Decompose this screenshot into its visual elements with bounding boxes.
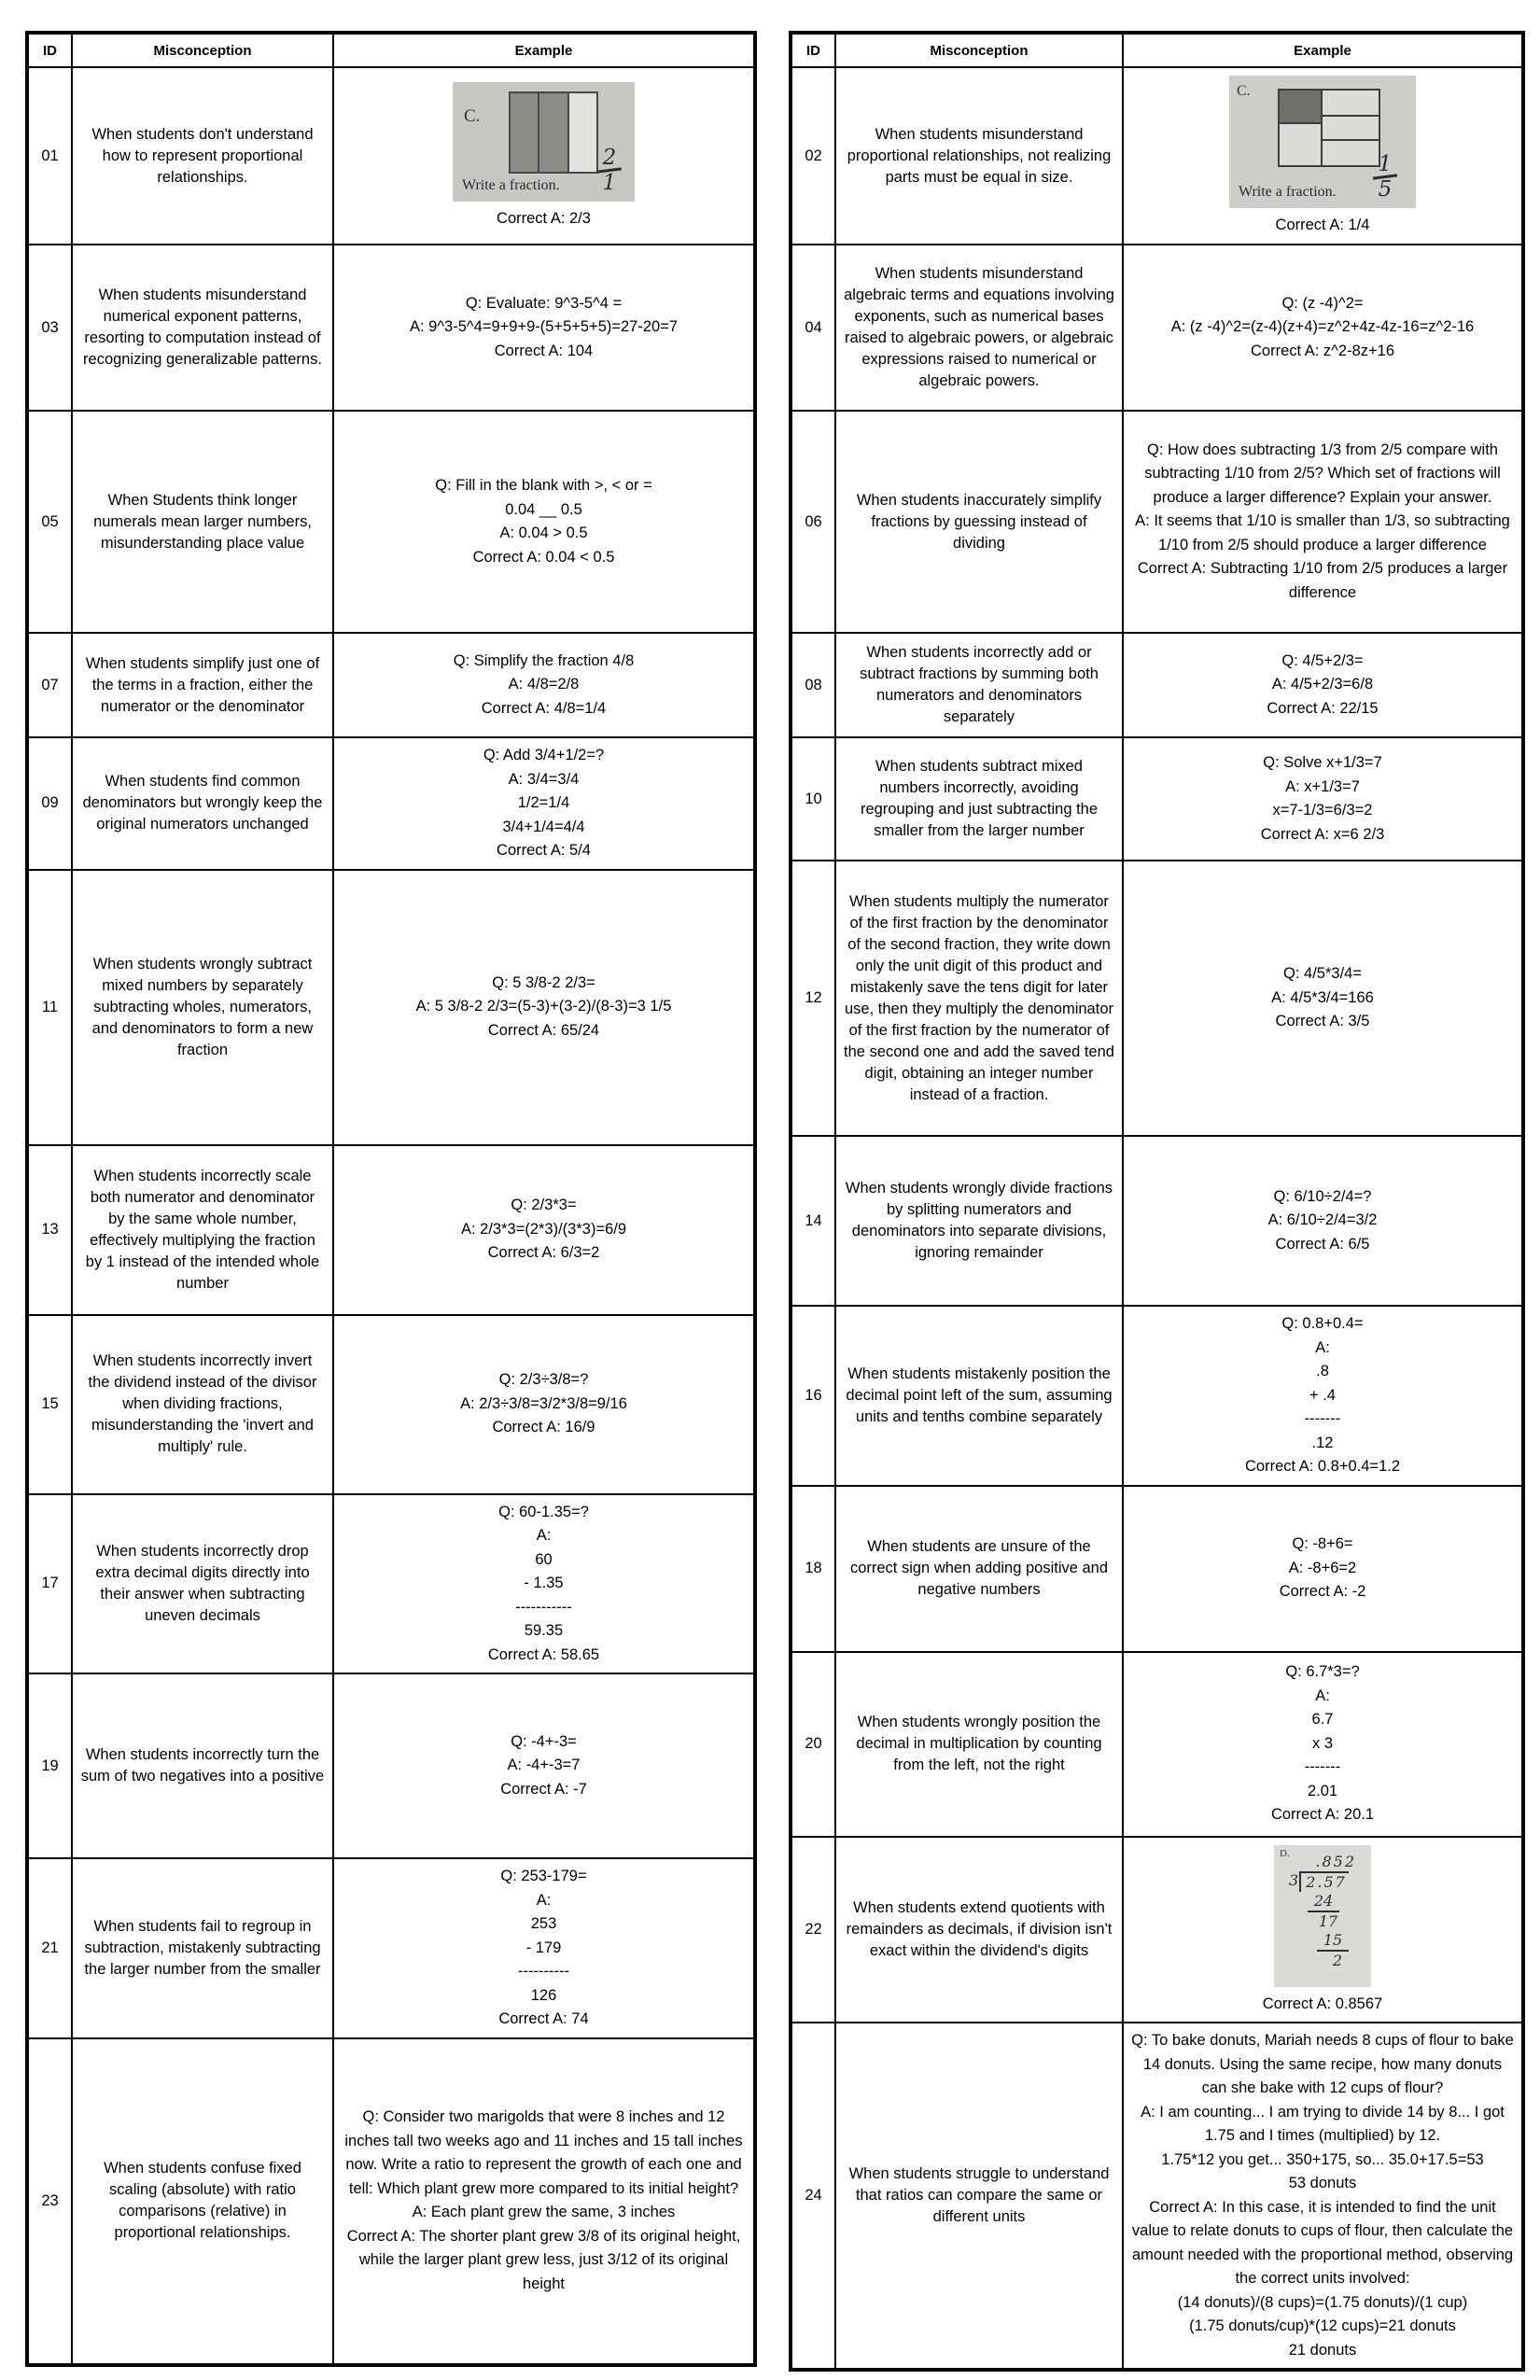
misconception-text: When students misunderstand proportional relationships, not realizing parts must be equal in size.	[847, 125, 1112, 186]
example-line: Correct A: Subtracting 1/10 from 2/5 produces a larger difference	[1137, 560, 1508, 601]
row-id: 13	[27, 1145, 72, 1315]
misconception-text: When students incorrectly turn the sum of two negatives into a positive	[80, 1746, 325, 1785]
example-cell	[1123, 861, 1523, 1136]
example-line: A:	[1315, 1338, 1330, 1356]
misconception-cell	[72, 633, 333, 737]
example-cell	[333, 737, 755, 870]
example-line: A: -4+-3=7	[507, 1757, 581, 1774]
example-line: A:	[536, 1527, 552, 1544]
row-id: 23	[27, 2038, 72, 2365]
example-line: Q: 2/3*3=	[511, 1197, 577, 1214]
example-line: (14 donuts)/(8 cups)=(1.75 donuts)/(1 cup)	[1177, 2293, 1468, 2311]
misconception-cell	[835, 633, 1123, 737]
division-work-line: 24	[1308, 1892, 1339, 1912]
example-line: 60	[535, 1550, 553, 1568]
header-row	[27, 33, 755, 67]
example-cell	[333, 1145, 755, 1315]
example-cell	[1123, 1837, 1523, 2023]
example-cell	[1123, 67, 1523, 245]
table-row	[791, 1306, 1523, 1486]
long-division-figure	[1283, 1853, 1365, 1970]
misconception-cell	[72, 2038, 333, 2365]
table-row	[27, 1494, 755, 1674]
misconception-cell	[835, 67, 1123, 245]
example-line: A:	[536, 1891, 552, 1909]
example-cell	[333, 245, 755, 411]
write-a-fraction-caption: Write a fraction.	[1239, 184, 1337, 201]
grid-line	[1321, 91, 1323, 165]
example-line: 1/2=1/4	[517, 794, 570, 811]
division-divisor: 3	[1289, 1870, 1299, 1889]
row-id: 04	[791, 245, 835, 411]
fraction-bar-photo	[453, 82, 635, 202]
example-line: (1.75 donuts/cup)*(12 cups)=21 donuts	[1189, 2317, 1456, 2334]
grid-line	[1323, 115, 1379, 117]
misconception-cell	[835, 2023, 1123, 2370]
misconception-text: When students mistakenly position the decimal point left of the sum, assuming units and tenths combine separately	[846, 1365, 1113, 1425]
fraction-denominator: 5	[1378, 177, 1393, 203]
misconception-table-left	[25, 31, 757, 2367]
example-line: x 3	[1311, 1734, 1333, 1752]
example-line: Q: 2/3÷3/8=?	[498, 1371, 589, 1389]
misconception-text: When students don't understand how to represent proportional relationships.	[91, 125, 314, 186]
example-cell	[1123, 2023, 1523, 2370]
example-line: Q: 6.7*3=?	[1285, 1663, 1360, 1681]
long-division-photo	[1274, 1845, 1371, 1987]
row-id: 24	[791, 2023, 835, 2370]
example-line: 6.7	[1311, 1711, 1334, 1729]
misconception-cell	[72, 67, 333, 245]
grid-line	[1323, 139, 1379, 141]
example-cell	[333, 1494, 755, 1674]
example-line: Correct A: -7	[500, 1780, 587, 1798]
example-line: 2.01	[1307, 1782, 1338, 1799]
row-id: 12	[791, 861, 835, 1136]
example-line: Correct A: 16/9	[492, 1419, 595, 1436]
table-row	[27, 1673, 755, 1858]
example-line: .8	[1316, 1363, 1329, 1379]
header-id: ID	[27, 33, 72, 67]
misconception-cell	[72, 1858, 333, 2038]
example-cell	[333, 870, 755, 1145]
example-line: -----------	[515, 1598, 572, 1616]
table-row	[791, 1136, 1523, 1306]
row-id: 07	[27, 633, 72, 737]
example-line: Correct A: 1/4	[1275, 217, 1370, 234]
example-cell	[1123, 1136, 1523, 1306]
misconception-cell	[72, 870, 333, 1145]
example-line: Q: How does subtracting 1/3 from 2/5 compare with subtracting 1/10 from 2/5? Which set of fractions will produce a larger difference? Explain your answer.	[1144, 441, 1501, 506]
table-row	[791, 245, 1523, 411]
misconception-table-right	[789, 31, 1525, 2372]
example-line: Q: Fill in the blank with >, < or =	[435, 477, 652, 494]
table-row	[791, 1652, 1523, 1837]
misconception-text: When students misunderstand algebraic terms and equations involving exponents, such as numerical bases raised to algebraic powers, or algebraic expressions raised to numerical or algebraic powers.	[844, 265, 1114, 389]
row-id: 14	[791, 1136, 835, 1306]
misconception-text: When students incorrectly add or subtract fractions by summing both numerators and denominators separately	[860, 644, 1099, 725]
example-cell	[1123, 411, 1523, 633]
row-id: 05	[27, 411, 72, 633]
example-line: 126	[530, 1986, 557, 2004]
misconception-text: When students multiply the numerator of the first fraction by the denominator of the second fraction, they write down only the unit digit of this product and mistakenly save the tens digit for later use, then they multiply the denominator of the first fraction by the numerator of the second one and add the saved tend digit, obtaining an integer number instead of a fraction.	[844, 892, 1114, 1103]
misconception-text: When students subtract mixed numbers incorrectly, avoiding regrouping and just subtracting the smaller from the larger number	[860, 758, 1099, 839]
example-line: 53 donuts	[1288, 2175, 1357, 2191]
example-cell	[333, 411, 755, 633]
example-line: Correct A: 6/3=2	[487, 1244, 600, 1262]
example-line: Q: Solve x+1/3=7	[1263, 754, 1382, 771]
division-work-line: 2	[1332, 1951, 1343, 1969]
division-work-line: 17	[1318, 1911, 1338, 1930]
example-line: -------	[1304, 1758, 1341, 1776]
example-line: Q: Simplify the fraction 4/8	[453, 651, 635, 669]
misconception-cell	[835, 737, 1123, 861]
example-line: Correct A: 4/8=1/4	[481, 699, 607, 717]
table-row	[791, 411, 1523, 633]
table-row	[27, 67, 755, 245]
misconception-cell	[72, 1494, 333, 1674]
row-id: 17	[27, 1494, 72, 1674]
example-line: Correct A: 58.65	[487, 1645, 600, 1663]
example-line: A: 0.04 > 0.5	[499, 525, 588, 541]
misconception-cell	[835, 1652, 1123, 1837]
header-misconception: Misconception	[72, 33, 333, 67]
example-cell	[333, 1315, 755, 1494]
unequal-parts-photo	[1229, 76, 1416, 208]
fraction-numerator: 2	[602, 146, 617, 171]
grid-line	[1280, 122, 1321, 124]
example-line: Correct A: 20.1	[1270, 1806, 1375, 1824]
example-line: A: (z -4)^2=(z-4)(z+4)=z^2+4z-4z-16=z^2-16	[1170, 318, 1475, 336]
division-row	[1283, 1871, 1365, 1892]
unequal-parts-figure	[1278, 89, 1380, 167]
example-line: Q: (z -4)^2=	[1281, 294, 1364, 312]
fraction-numerator: 1	[1378, 152, 1393, 177]
misconception-text: When students wrongly divide fractions by splitting numerators and denominators into separate divisions, ignoring remainder	[845, 1180, 1113, 1261]
example-line: Correct A: 5/4	[497, 842, 591, 859]
table-row	[791, 737, 1523, 861]
misconception-text: When students incorrectly scale both numerator and denominator by the same whole number, effectively multiplying the fraction by 1 instead of the intended whole number	[85, 1167, 320, 1292]
misconception-cell	[835, 245, 1123, 411]
misconception-cell	[835, 861, 1123, 1136]
misconception-text: When students find common denominators but wrongly keep the original numerators unchanged	[82, 773, 323, 833]
example-line: 3/4+1/4=4/4	[502, 818, 585, 835]
shaded-cell	[1280, 91, 1321, 122]
example-line: -------	[1304, 1410, 1341, 1427]
example-line: Correct A: In this case, it is intended to find the unit value to relate donuts to cups of flour, then calculate the amount needed with the proportional method, observing the correct units involved:	[1131, 2198, 1514, 2287]
fraction-bar-figure	[509, 91, 598, 174]
example-line: Q: -8+6=	[1292, 1535, 1353, 1553]
table-row	[27, 870, 755, 1145]
misconception-cell	[835, 1306, 1123, 1486]
table-row	[27, 245, 755, 411]
example-line: 1.75*12 you get... 350+175, so... 35.0+17.5=53	[1161, 2150, 1484, 2168]
example-line: Q: 5 3/8-2 2/3=	[492, 973, 595, 991]
example-line: Correct A: 0.8+0.4=1.2	[1244, 1458, 1401, 1475]
misconception-text: When students extend quotients with remainders as decimals, if division isn't exact within the dividend's digits	[846, 1898, 1113, 1959]
header-example: Example	[333, 33, 755, 67]
example-line: 21 donuts	[1288, 2341, 1357, 2359]
example-line: A: 5 3/8-2 2/3=(5-3)+(3-2)/(8-3)=3 1/5	[415, 998, 672, 1015]
example-line: + .4	[1309, 1386, 1336, 1404]
figure-label: C.	[464, 106, 481, 127]
example-line: A: It seems that 1/10 is smaller than 1/3, so subtracting 1/10 from 2/5 should produce a larger difference	[1135, 512, 1510, 553]
example-line: Q: Add 3/4+1/2=?	[483, 747, 605, 763]
example-line: - 179	[525, 1939, 562, 1956]
misconception-text: When students fail to regroup in subtraction, mistakenly subtracting the larger number from the smaller	[84, 1917, 321, 1978]
example-line: Correct A: 74	[498, 2010, 589, 2027]
misconception-cell	[72, 411, 333, 633]
misconception-text: When students incorrectly drop extra decimal digits directly into their answer when subtracting uneven decimals	[95, 1542, 310, 1624]
row-id: 02	[791, 67, 835, 245]
handwritten-fraction	[597, 148, 622, 194]
example-line: 0.04 __ 0.5	[505, 500, 582, 518]
example-line: Correct A: 6/5	[1275, 1235, 1370, 1253]
table-row	[27, 2038, 755, 2365]
example-cell	[333, 67, 755, 245]
example-line: Q: Consider two marigolds that were 8 inches and 12 inches tall two weeks ago and 11 inches and 15 tall inches now. Write a ratio to represent the growth of each one and tell: Which plant grew more compared to its initial height?	[344, 2108, 743, 2197]
example-cell	[1123, 1486, 1523, 1652]
misconception-cell	[72, 1673, 333, 1858]
example-cell	[333, 1673, 755, 1858]
misconception-text: When students confuse fixed scaling (absolute) with ratio comparisons (relative) in proportional relationships.	[104, 2160, 301, 2241]
division-quotient: .852	[1315, 1852, 1356, 1870]
example-line: A: Each plant grew the same, 3 inches	[412, 2204, 676, 2220]
write-a-fraction-caption: Write a fraction.	[462, 177, 560, 194]
example-line: A: 3/4=3/4	[508, 770, 580, 788]
example-cell	[333, 633, 755, 737]
example-cell	[1123, 1306, 1523, 1486]
example-line: x=7-1/3=6/3=2	[1272, 802, 1373, 819]
example-cell	[1123, 633, 1523, 737]
example-line: Q: 0.8+0.4=	[1281, 1315, 1364, 1332]
misconception-cell	[72, 737, 333, 870]
division-work-line: 15	[1317, 1931, 1349, 1952]
row-id: 10	[791, 737, 835, 861]
table-row	[791, 1837, 1523, 2023]
example-line: Correct A: x=6 2/3	[1260, 825, 1385, 843]
misconception-cell	[835, 1136, 1123, 1306]
misconception-text: When students simplify just one of the terms in a fraction, either the numerator or the denominator	[85, 654, 320, 715]
example-cell	[1123, 737, 1523, 861]
header-misconception: Misconception	[835, 33, 1123, 67]
row-id: 19	[27, 1673, 72, 1858]
example-line: A: 6/10÷2/4=3/2	[1267, 1211, 1378, 1229]
example-line: A: x+1/3=7	[1285, 777, 1360, 795]
row-id: 03	[27, 245, 72, 411]
example-line: Q: -4+-3=	[511, 1732, 577, 1750]
example-line: Correct A: 3/5	[1275, 1013, 1370, 1030]
table-row	[791, 1486, 1523, 1652]
example-line: A: -8+6=2	[1288, 1559, 1357, 1576]
misconception-cell	[72, 1315, 333, 1494]
table-row	[27, 411, 755, 633]
misconception-text: When students wrongly subtract mixed numbers by separately subtracting wholes, numerators, and denominators to form a new fraction	[91, 955, 314, 1058]
example-line: 59.35	[524, 1622, 564, 1639]
example-line: A: 4/8=2/8	[508, 676, 580, 693]
example-line: A: I am counting... I am trying to divide 14 by 8... I got 1.75 and I times (multiplied) by 12.	[1141, 2103, 1505, 2144]
example-line: Correct A: 0.8567	[1262, 1995, 1383, 2012]
misconception-cell	[72, 1145, 333, 1315]
example-line: Q: 253-179=	[500, 1868, 587, 1884]
example-line: Q: 4/5*3/4=	[1283, 965, 1362, 983]
misconception-cell	[835, 1486, 1123, 1652]
example-line: - 1.35	[524, 1575, 564, 1591]
misconception-text: When students struggle to understand that ratios can compare the same or different units	[848, 2165, 1110, 2225]
example-line: A: 9^3-5^4=9+9+9-(5+5+5+5)=27-20=7	[409, 318, 679, 336]
example-line: 253	[530, 1915, 557, 1932]
example-line: A: 4/5*3/4=166	[1271, 988, 1374, 1006]
row-id: 20	[791, 1652, 835, 1837]
misconception-cell	[835, 1837, 1123, 2023]
table-row	[27, 1858, 755, 2038]
example-line: Q: 60-1.35=?	[498, 1503, 589, 1520]
example-line: Correct A: 0.04 < 0.5	[472, 548, 615, 566]
row-id: 09	[27, 737, 72, 870]
misconception-text: When students incorrectly invert the dividend instead of the divisor when dividing fractions, misunderstanding the 'invert and multiply' rule.	[88, 1352, 317, 1455]
header-row	[791, 33, 1523, 67]
example-line: Correct A: 104	[494, 342, 594, 359]
example-line: Correct A: z^2-8z+16	[1250, 342, 1395, 359]
row-id: 11	[27, 870, 72, 1145]
example-line: Correct A: The shorter plant grew 3/8 of its original height, while the larger plant grew less, just 3/12 of its original height	[346, 2227, 741, 2292]
example-line: A: 2/3*3=(2*3)/(3*3)=6/9	[460, 1220, 627, 1238]
row-id: 01	[27, 67, 72, 245]
figure-label: D.	[1280, 1847, 1290, 1859]
row-id: 21	[27, 1858, 72, 2038]
handwritten-fraction	[1373, 152, 1397, 203]
example-cell	[333, 2038, 755, 2365]
misconception-text: When students are unsure of the correct sign when adding positive and negative numbers	[849, 1538, 1109, 1598]
table-row	[27, 633, 755, 737]
table-row	[791, 2023, 1523, 2370]
row-id: 15	[27, 1315, 72, 1494]
row-id: 16	[791, 1306, 835, 1486]
misconception-cell	[835, 411, 1123, 633]
table-row	[27, 737, 755, 870]
row-id: 08	[791, 633, 835, 737]
misconception-text: When students inaccurately simplify fractions by guessing instead of dividing	[856, 491, 1102, 552]
example-line: Q: Evaluate: 9^3-5^4 =	[465, 294, 623, 312]
row-id: 22	[791, 1837, 835, 2023]
misconception-text: When students wrongly position the decimal in multiplication by counting from the left, not the right	[856, 1714, 1102, 1773]
example-line: A:	[1315, 1687, 1330, 1704]
figure-label: C.	[1237, 83, 1251, 100]
misconception-text: When Students think longer numerals mean larger numbers, misunderstanding place value	[93, 491, 312, 552]
row-id: 18	[791, 1486, 835, 1652]
example-line: Q: 6/10÷2/4=?	[1273, 1187, 1372, 1205]
fraction-denominator: 1	[602, 171, 617, 196]
row-id: 06	[791, 411, 835, 633]
table-row	[791, 633, 1523, 737]
example-line: ----------	[518, 1963, 569, 1980]
header-example: Example	[1123, 33, 1523, 67]
shaded-segment	[538, 91, 568, 174]
example-line: Correct A: -2	[1279, 1583, 1366, 1601]
shaded-segment	[509, 91, 539, 174]
table-row	[791, 67, 1523, 245]
example-line: Q: To bake donuts, Mariah needs 8 cups of flour to bake 14 donuts. Using the same recipe, how many donuts can she bake with 12 cups of flour?	[1131, 2032, 1514, 2096]
example-cell	[333, 1858, 755, 2038]
example-line: Correct A: 2/3	[497, 210, 591, 228]
example-cell	[1123, 245, 1523, 411]
example-line: A: 2/3÷3/8=3/2*3/8=9/16	[460, 1394, 627, 1412]
misconception-cell	[72, 245, 333, 411]
table-row	[27, 1315, 755, 1494]
table-row	[27, 1145, 755, 1315]
example-line: Correct A: 65/24	[487, 1021, 600, 1039]
division-work	[1283, 1892, 1365, 1970]
example-cell	[1123, 1652, 1523, 1837]
header-id: ID	[791, 33, 835, 67]
example-line: .12	[1311, 1434, 1334, 1451]
table-row	[791, 861, 1523, 1136]
example-line: A: 4/5+2/3=6/8	[1271, 676, 1374, 693]
misconception-text: When students misunderstand numerical exponent patterns, resorting to computation instead of recognizing generalizable patterns.	[83, 287, 322, 368]
example-line: Q: 4/5+2/3=	[1281, 651, 1364, 669]
unshaded-segment	[567, 91, 598, 174]
example-line: Correct A: 22/15	[1267, 699, 1379, 717]
division-dividend: 2.57	[1299, 1871, 1349, 1892]
